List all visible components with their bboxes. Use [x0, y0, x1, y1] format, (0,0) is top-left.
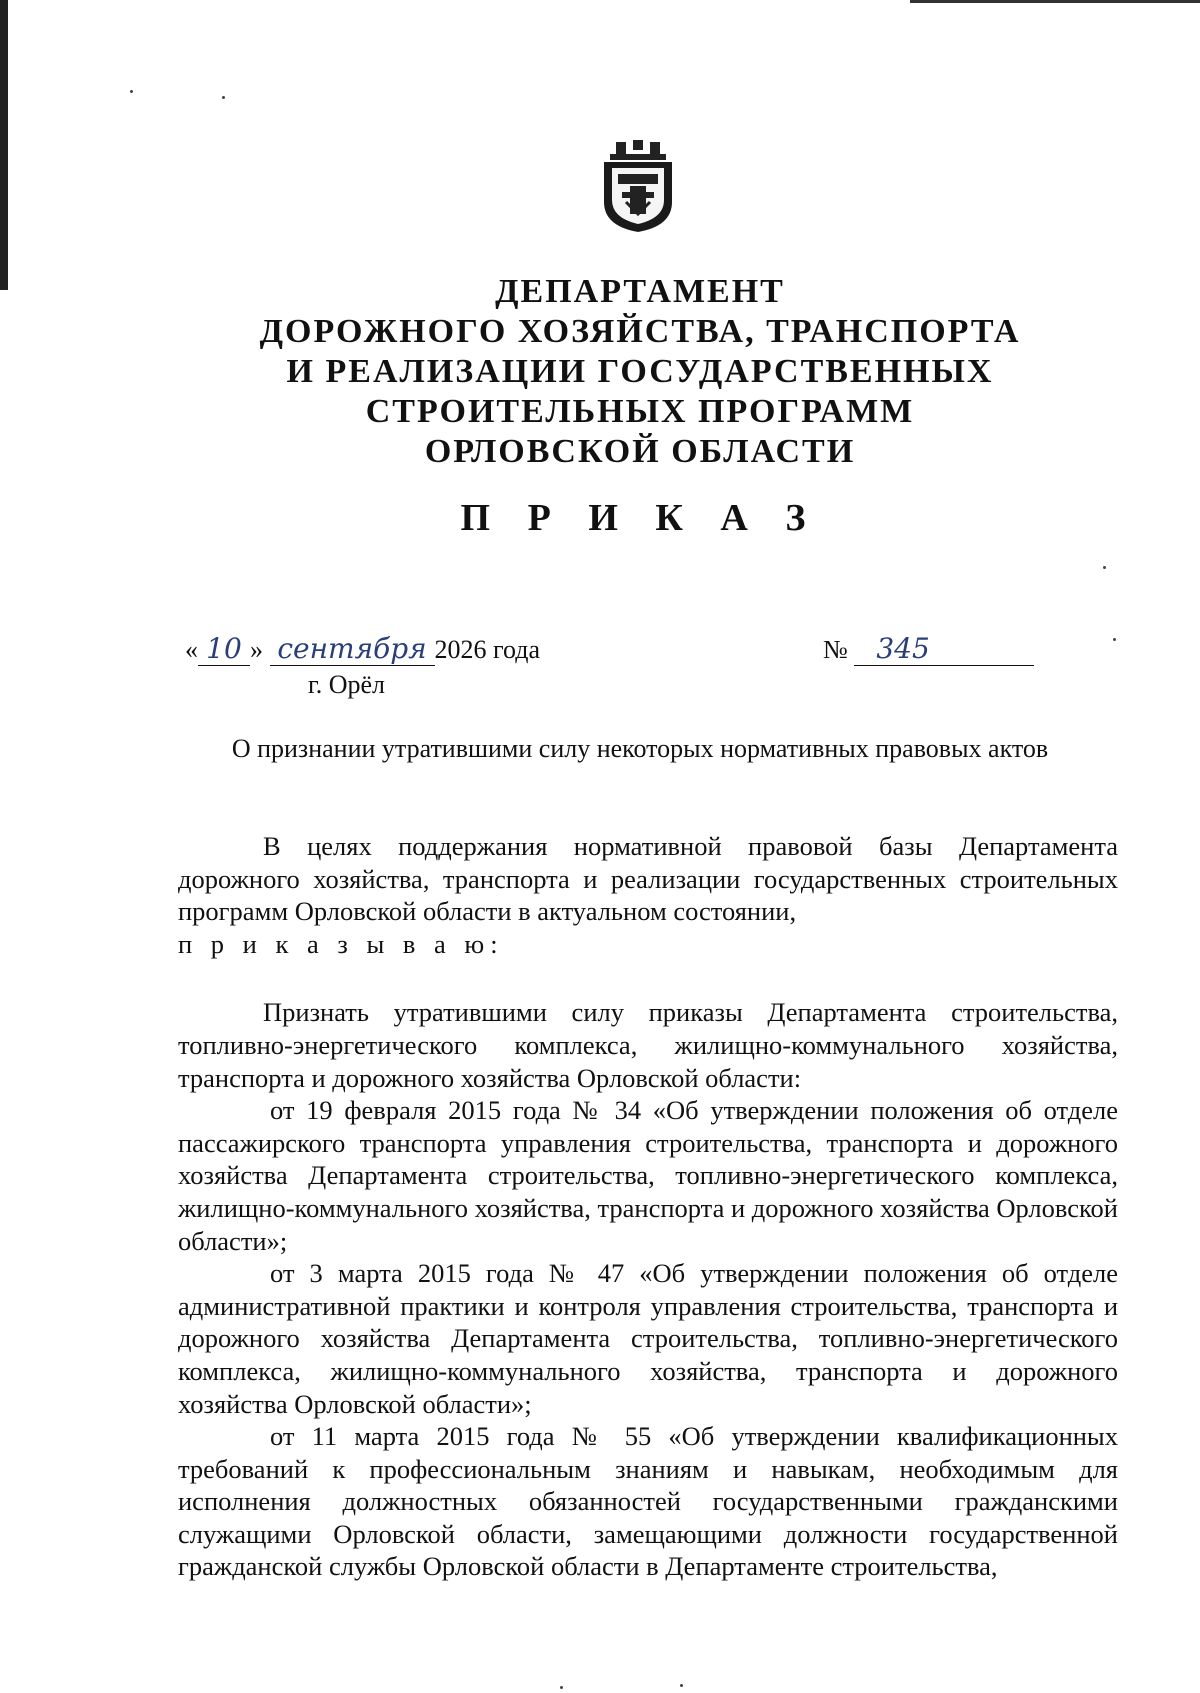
date-month-value: сентября: [277, 632, 427, 665]
order-date: [185, 632, 540, 666]
header-line: СТРОИТЕЛЬНЫХ ПРОГРАММ: [365, 393, 915, 430]
decision-paragraph: Признать утратившими силу приказы Департамента строительства, топливно-энергетического комплекса, жилищно-коммунального хозяйства, транспорта и дорожного хозяйства Орловской области:: [178, 997, 1118, 1093]
document-title: П Р И К А З: [460, 497, 820, 539]
header-line: И РЕАЛИЗАЦИИ ГОСУДАРСТВЕННЫХ: [286, 353, 994, 390]
preamble-paragraph: В целях поддержания нормативной правовой базы Департамента дорожного хозяйства, транспорта и реализации государственных строительных программ Орловской области в актуальном состоянии,: [178, 831, 1118, 927]
number-value: 345: [876, 632, 930, 665]
date-month: [270, 632, 435, 666]
scan-speck: [560, 1686, 563, 1689]
scan-speck: [1103, 566, 1106, 569]
repealed-order-item: от 11 марта 2015 года № 55 «Об утверждении квалификационных требований к профессиональным знаниям и навыкам, необходимым для исполнения должностных обязанностей государственными гражданскими служащими Орловской области, замещающими должности государственной гражданской службы Орловской области в Департаменте строительства,: [178, 1421, 1118, 1582]
city-name: г. Орёл: [308, 670, 386, 699]
order-word: п р и к а з ы в а ю:: [178, 928, 504, 959]
order-number: [823, 632, 1034, 666]
scan-speck: [222, 96, 225, 99]
header-line: ДЕПАРТАМЕНТ: [495, 273, 785, 310]
repealed-order-item: от 3 марта 2015 года № 47 «Об утверждении положения об отделе административной практики и контроля управления строительства, транспорта и дорожного хозяйства Департамента строительства, топливно-энергетического комплекса, жилищно-коммунального хозяйства, транспорта и дорожного хозяйства Орловской области»;: [178, 1258, 1118, 1419]
scan-speck: [130, 90, 133, 93]
number-label: №: [823, 635, 848, 664]
date-day: [198, 632, 250, 666]
date-close-quote: »: [250, 635, 263, 664]
scan-speck: [680, 1684, 683, 1687]
date-open-quote: «: [185, 635, 198, 664]
department-header: [200, 272, 1080, 472]
number-field: [854, 632, 1034, 666]
orel-coat-of-arms-icon: [596, 140, 680, 234]
scan-edge-shadow: [0, 0, 8, 290]
order-subject: О признании утратившими силу некоторых нормативных правовых актов: [231, 734, 1049, 763]
scan-speck: [1113, 638, 1116, 641]
scan-top-line: [910, 0, 1200, 3]
date-year: 2026 года: [434, 635, 541, 664]
header-line: ОРЛОВСКОЙ ОБЛАСТИ: [424, 433, 856, 470]
document-body: [178, 830, 1118, 1583]
repealed-order-item: от 19 февраля 2015 года № 34 «Об утверждении положения об отделе пассажирского транспорта управления строительства, транспорта и дорожного хозяйства Департамента строительства, топливно-энергетического комплекса, жилищно-коммунального хозяйства, транспорта и дорожного хозяйства Орловской области»;: [178, 1095, 1118, 1256]
header-line: ДОРОЖНОГО ХОЗЯЙСТВА, ТРАНСПОРТА: [259, 313, 1021, 350]
date-day-value: 10: [206, 632, 242, 665]
